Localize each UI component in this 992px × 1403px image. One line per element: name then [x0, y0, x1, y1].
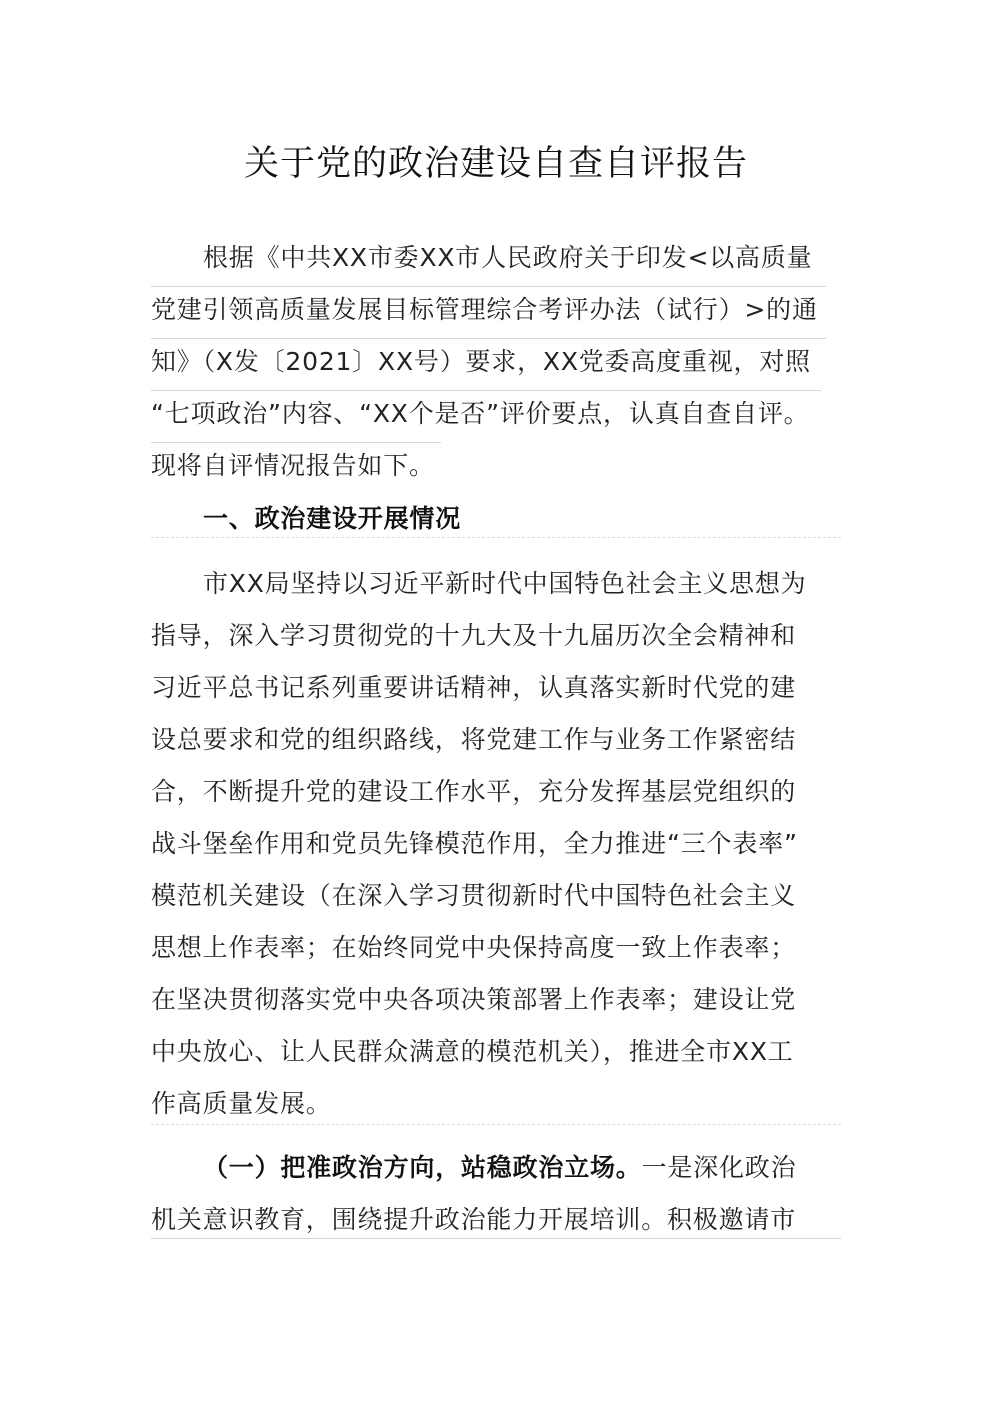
intro-line-3: 知》（X发〔2021〕XX号）要求，XX党委高度重视，对照 [151, 347, 811, 376]
body-line-7: 模范机关建设（在深入学习贯彻新时代中国特色社会主义 [151, 881, 797, 910]
intro-line-1: 根据《中共XX市委XX市人民政府关于印发<以高质量 [203, 243, 813, 272]
field-rule [151, 442, 441, 443]
subsection-line-2: 机关意识教育，围绕提升政治能力开展培训。积极邀请市 [151, 1205, 797, 1234]
body-line-2: 指导，深入学习贯彻党的十九大及十九届历次全会精神和 [151, 621, 797, 650]
body-line-6: 战斗堡垒作用和党员先锋模范作用，全力推进“三个表率” [151, 829, 798, 858]
body-line-1: 市XX局坚持以习近平新时代中国特色社会主义思想为 [203, 569, 807, 598]
section-heading: 一、政治建设开展情况 [203, 504, 462, 533]
body-line-8: 思想上作表率；在始终同党中央保持高度一致上作表率； [151, 933, 797, 962]
section-divider [151, 537, 841, 538]
body-line-9: 在坚决贯彻落实党中央各项决策部署上作表率；建设让党 [151, 985, 797, 1014]
body-line-11: 作高质量发展。 [151, 1089, 332, 1118]
intro-line-2: 党建引领高质量发展目标管理综合考评办法（试行）>的通 [151, 295, 818, 324]
field-rule [151, 390, 821, 391]
body-line-5: 合，不断提升党的建设工作水平，充分发挥基层党组织的 [151, 777, 797, 806]
bottom-rule [151, 1238, 841, 1239]
paragraph-divider [151, 1124, 841, 1125]
field-rule [151, 286, 826, 287]
subsection-first-line [203, 1148, 796, 1184]
body-line-10: 中央放心、让人民群众满意的模范机关），推进全市XX工 [151, 1037, 794, 1066]
body-line-4: 设总要求和党的组织路线，将党建工作与业务工作紧密结 [151, 725, 797, 754]
body-line-3: 习近平总书记系列重要讲话精神，认真落实新时代党的建 [151, 673, 797, 702]
document-title: 关于党的政治建设自查自评报告 [243, 144, 748, 184]
field-rule [151, 338, 826, 339]
subsection-first-line-text: 一是深化政治 [641, 1153, 797, 1182]
intro-line-4: “七项政治”内容、“XX个是否”评价要点，认真自查自评。 [151, 399, 810, 428]
subsection-heading: （一）把准政治方向，站稳政治立场。 [203, 1153, 642, 1182]
intro-line-5: 现将自评情况报告如下。 [151, 451, 435, 480]
